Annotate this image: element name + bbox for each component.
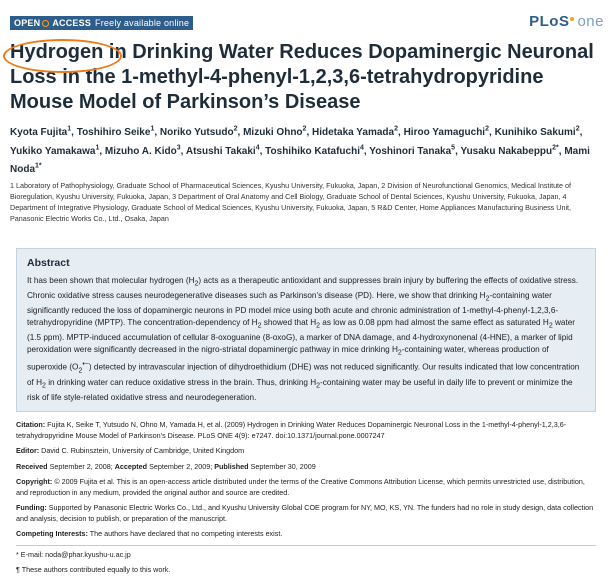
author-affiliation-mark: 2 xyxy=(233,126,238,133)
author-name[interactable]: Toshihiro Seike xyxy=(76,127,151,139)
author-name[interactable]: Yukiko Yamakawa xyxy=(10,145,96,157)
author-name[interactable]: Kunihiko Sakumi xyxy=(494,127,576,139)
author-name[interactable]: Hiroo Yamaguchi xyxy=(403,127,486,139)
journal-suffix: one xyxy=(577,13,604,30)
author-name[interactable]: Hidetaka Yamada xyxy=(312,127,395,139)
journal-logo[interactable] xyxy=(529,13,604,30)
editor: Editor: David C. Rubinsztein, University of Cambridge, United Kingdom xyxy=(16,446,245,455)
author-name[interactable]: Kyota Fujita xyxy=(10,127,68,139)
abstract-box xyxy=(16,248,596,412)
author-name[interactable]: Yoshinori Tanaka xyxy=(369,145,452,157)
author-name[interactable]: Mami Noda xyxy=(10,145,590,175)
author-affiliation-mark: 4 xyxy=(255,144,260,152)
author-affiliation-mark: 1 xyxy=(150,126,155,133)
article-title: Hydrogen in Drinking Water Reduces Dopaminergic Neuronal Loss in the 1-methyl-4-phenyl-1,2,3,6-tetrahydropyridine Mouse Model of Parkinson’s Disease xyxy=(10,41,594,113)
author-affiliation-mark: 1 xyxy=(95,144,100,152)
access-label: ACCESS xyxy=(52,18,92,28)
journal-name: PLoS xyxy=(529,13,570,30)
logo-dot-icon xyxy=(570,17,574,21)
open-label: OPEN xyxy=(14,18,41,28)
author-affiliation-mark: 2* xyxy=(552,144,559,152)
author-affiliation-mark: 2 xyxy=(302,126,307,133)
author-name[interactable]: Mizuki Ohno xyxy=(243,127,303,139)
abstract-text: It has been shown that molecular hydrogen $(H_2)$ acts as a therapeutic antioxidant and suppresses brain injury by buffering the effects of oxidative stress. Chronic oxidative stress causes neurodegenerative diseases such as Parkinson’s disease (PD). Here, we show that drinking $H_2$-containing water significantly reduced the loss of dopaminergic neurons in PD model mice using both acute and chronic administration of 1-methyl-4-phenyl-1,2,3,6-tetrahydropyridine (MPTP). The concentration-dependency of $H_2$ showed that $H_2$ as low as 0.08 ppm had almost the same effect as saturated $H_2$ water (1.5 ppm). MPTP-induced accumulation of cellular 8-oxoguanine (8-oxoG), a marker of DNA damage, and 4-hydroxynonenal (4-HNE), a marker of lipid peroxidation were significantly decreased in the nigro-striatal dopaminergic pathway in mice drinking $H_2$-containing water, whereas production of superoxide $(O_2^{•-})$ detected by intravascular injection of dihydroethidium (DHE) was not reduced significantly. Our results indicated that low concentration of $H_2$ in drinking water can reduce oxidative stress in the brain. Thus, drinking $H_2$-containing water may be useful in daily life to prevent or minimize the risk of life style-related oxidative stress and neurodegeneration. xyxy=(27,276,580,403)
funding: Funding: Supported by Panasonic Electric Works Co., Ltd., and Kyushu University Global COE program for NY, MO, KS, YN. The funders had no role in study design, data collection and analysis, decision to publish, or preparation of the manuscript. xyxy=(16,503,594,523)
author-name[interactable]: Toshihiko Katafuchi xyxy=(265,145,360,157)
author-affiliation-mark: 5 xyxy=(451,144,456,152)
equal-contribution-note: ¶ These authors contributed equally to this work. xyxy=(16,565,171,574)
dates: Received September 2, 2008; Accepted September 2, 2009; Published September 30, 2009 xyxy=(16,461,316,471)
affiliations: 1 Laboratory of Pathophysiology, Graduate School of Pharmaceutical Sciences, Kyushu University, Fukuoka, Japan, 2 Division of Neurofunctional Genomics, Medical Institute of Bioregulation, Kyushu University, Fukuoka, Japan, 3 Department of Oral Anatomy and Cell Biology, Graduate School of Dental Sciences, Kyushu University, Fukuoka, Japan, 4 Department of Integrative Physiology, Graduate School of Medical Sciences, Kyushu University, Fukuoka, Japan, 5 R&D Center, Home Appliances Manufacturing Business Unit, Panasonic Electric Works Co., Ltd., Osaka, Japan xyxy=(10,181,572,223)
journal-header xyxy=(10,13,604,35)
author-list: Kyota Fujita$^1$, Toshihiro Seike$^1$, Noriko Yutsudo$^2$, Mizuki Ohno$^2$, Hidetaka Yamada$^2$, Hiroo Yamaguchi$^2$, Kunihiko Sakumi$^2$, Yukiko Yamakawa$^1$, Mizuho A. Kido$^3$, Atsushi Takaki$^4$, Toshihiko Katafuchi$^4$, Yoshinori Tanaka$^5$, Yusaku Nakabeppu$^{2*}$, Mami Noda$^{1*}$ xyxy=(10,126,590,175)
author-name[interactable]: Atsushi Takaki xyxy=(185,145,256,157)
corresponding-email[interactable]: * E-mail: noda@phar.kyushu-u.ac.jp xyxy=(16,549,131,559)
author-affiliation-mark: 4 xyxy=(359,144,364,152)
open-access-badge[interactable] xyxy=(10,16,193,30)
author-name[interactable]: Yusaku Nakabeppu xyxy=(460,145,553,157)
citation: Citation: Fujita K, Seike T, Yutsudo N, Ohno M, Yamada H, et al. (2009) Hydrogen in Drinking Water Reduces Dopaminergic Neuronal Loss in the 1-methyl-4-phenyl-1,2,3,6-tetrahydropyridine Mouse Model of Parkinson’s Disease. PLoS ONE 4(9): e7247. doi:10.1371/journal.pone.0007247 xyxy=(16,420,567,440)
article-metadata xyxy=(16,420,596,581)
copyright: Copyright: © 2009 Fujita et al. This is an open-access article distributed under the terms of the Creative Commons Attribution License, which permits unrestricted use, distribution, and reproduction in any medium, provided the original author and source are credited. xyxy=(16,477,585,497)
divider xyxy=(16,545,596,546)
free-availability-label: Freely available online xyxy=(95,18,190,28)
author-affiliation-mark: 1 xyxy=(67,126,72,133)
author-affiliation-mark: 3 xyxy=(176,144,181,152)
author-affiliation-mark: 2 xyxy=(575,126,580,133)
author-affiliation-mark: 2 xyxy=(394,126,399,133)
open-access-lock-icon xyxy=(42,20,49,27)
author-affiliation-mark: 1* xyxy=(35,162,42,170)
author-name[interactable]: Mizuho A. Kido xyxy=(104,145,177,157)
competing-interests: Competing Interests: The authors have declared that no competing interests exist. xyxy=(16,529,283,538)
author-affiliation-mark: 2 xyxy=(485,126,489,133)
abstract-heading: Abstract xyxy=(27,257,70,269)
author-name[interactable]: Noriko Yutsudo xyxy=(159,127,234,139)
highlight-circle-annotation xyxy=(3,39,122,73)
